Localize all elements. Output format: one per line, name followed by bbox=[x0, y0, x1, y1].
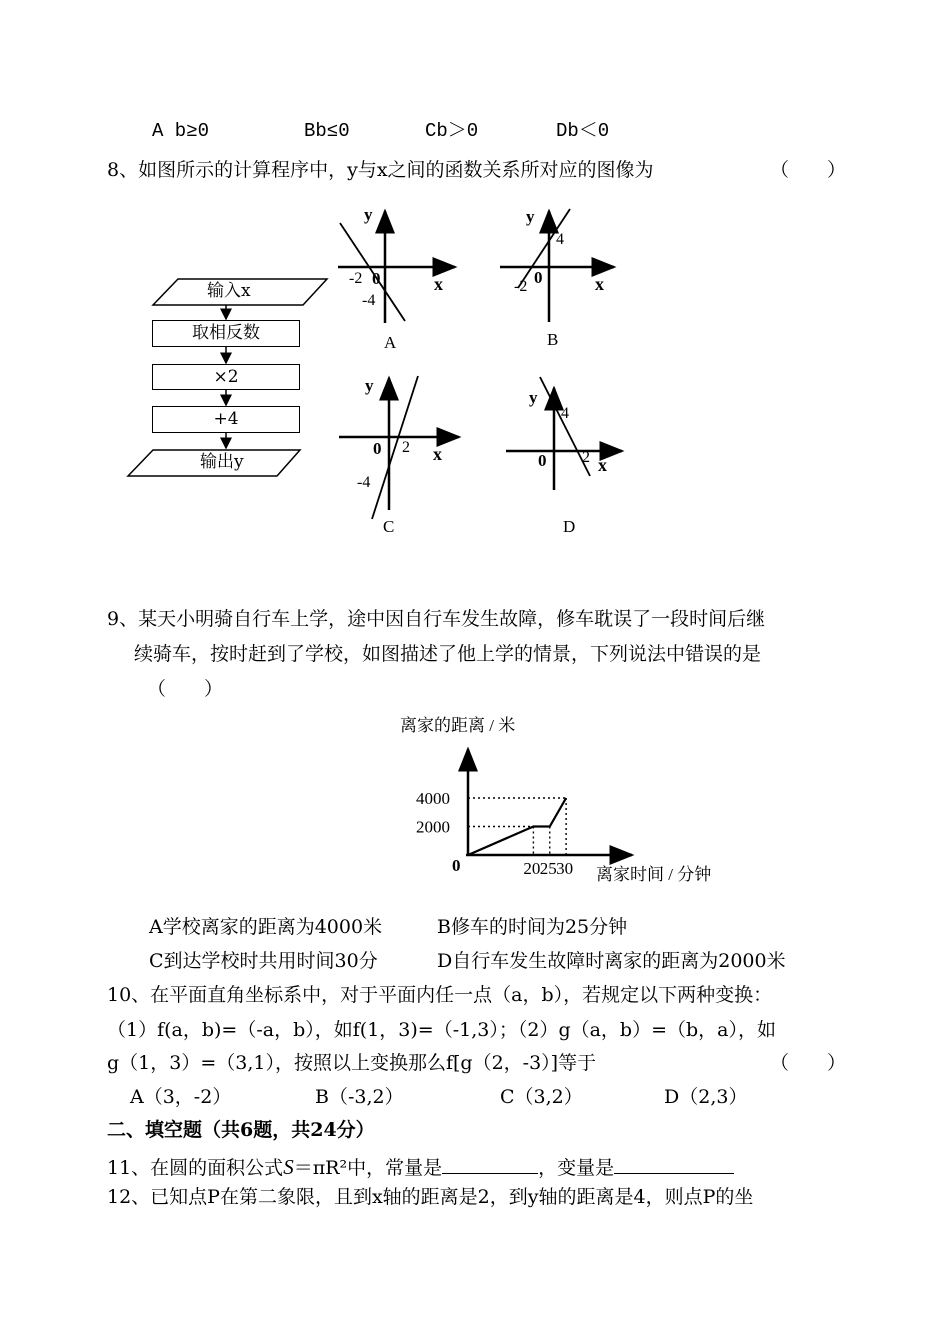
graph-d-tick-4: 4 bbox=[561, 405, 569, 422]
graph-a-tick-neg2: -2 bbox=[349, 270, 363, 287]
q7-option-b: Bb≤0 bbox=[304, 120, 350, 142]
q8-stem: 8、如图所示的计算程序中，y与x之间的函数关系所对应的图像为 bbox=[107, 159, 654, 181]
graph-b-x-label: x bbox=[595, 274, 604, 294]
graph-b-tick-4: 4 bbox=[556, 231, 564, 248]
q10-answer-paren: （ ） bbox=[770, 1052, 847, 1074]
flow-times2-label: ×2 bbox=[213, 367, 239, 387]
graph-b-y-label: y bbox=[526, 207, 535, 226]
q9-chart-origin: 0 bbox=[452, 856, 461, 875]
graph-d-option-label: D bbox=[563, 517, 576, 536]
q11-constant-blank[interactable] bbox=[442, 1154, 538, 1174]
q9-answer-paren: （ ） bbox=[147, 678, 224, 700]
q10-line1: 10、在平面直角坐标系中，对于平面内任一点（a，b），若规定以下两种变换： bbox=[107, 984, 773, 1006]
graph-a-origin: 0 bbox=[372, 269, 381, 288]
q12-line: 12、已知点P在第二象限，且到x轴的距离是2，到y轴的距离是4，则点P的坐 bbox=[107, 1186, 754, 1208]
graph-a-tick-neg4: -4 bbox=[362, 292, 376, 309]
graph-b-origin: 0 bbox=[534, 268, 543, 287]
graph-d-tick-2: 2 bbox=[582, 449, 590, 466]
q9-line2: 续骑车，按时赶到了学校，如图描述了他上学的情景，下列说法中错误的是 bbox=[134, 643, 762, 665]
q9-xtick-30: 30 bbox=[556, 859, 574, 878]
q11-formula-s: S bbox=[283, 1155, 294, 1179]
flow-plus4-label: +4 bbox=[213, 409, 239, 429]
section2-heading: 二、填空题（共6题，共24分） bbox=[107, 1119, 375, 1141]
q7-option-d: Db＜0 bbox=[556, 120, 610, 142]
q9-xtick-25: 25 bbox=[539, 859, 557, 878]
graph-a-option-label: A bbox=[384, 333, 397, 352]
q9-option-c: C到达学校时共用时间30分 bbox=[149, 950, 378, 972]
q7-option-c: Cb＞0 bbox=[425, 120, 479, 142]
graph-a-y-label: y bbox=[364, 205, 373, 224]
q11-variable-blank[interactable] bbox=[614, 1154, 734, 1174]
q7-option-a: A b≥0 bbox=[152, 120, 210, 142]
graph-c-tick-2: 2 bbox=[402, 439, 410, 456]
q9-option-a: A学校离家的距离为4000米 bbox=[149, 916, 383, 938]
q10-option-c: C（3,2） bbox=[500, 1086, 583, 1108]
q10-option-a: A（3，-2） bbox=[130, 1086, 232, 1108]
flow-negate-label: 取相反数 bbox=[192, 323, 260, 343]
q9-option-b: B修车的时间为25分钟 bbox=[437, 916, 628, 938]
graph-a-x-label: x bbox=[434, 274, 443, 294]
graph-d-origin: 0 bbox=[538, 451, 547, 470]
q9-option-d: D自行车发生故障时离家的距离为2000米 bbox=[437, 950, 786, 972]
graph-d-x-label: x bbox=[598, 455, 607, 475]
q11-prefix: 11、在圆的面积公式 bbox=[107, 1157, 284, 1179]
q9-xtick-20: 20 bbox=[523, 859, 541, 878]
graph-c-x-label: x bbox=[433, 444, 442, 464]
q9-chart-xlabel: 离家时间 / 分钟 bbox=[596, 865, 712, 884]
graph-b-tick-neg2: -2 bbox=[514, 278, 528, 295]
graph-c-origin: 0 bbox=[373, 439, 382, 458]
q10-line2: （1）f(a，b)=（-a，b），如f(1，3)=（-1,3）；（2）g（a，b）=（b，a），如 bbox=[107, 1019, 777, 1041]
q9-ytick-4000: 4000 bbox=[416, 789, 450, 808]
q9-series-line bbox=[468, 798, 566, 855]
q11-mid: ，变量是 bbox=[538, 1157, 615, 1179]
q11-formula-rest: ＝πR²中，常量是 bbox=[293, 1157, 443, 1179]
graph-c-tick-neg4: -4 bbox=[357, 474, 371, 491]
q10-line3: g（1，3）=（3,1），按照以上变换那么f[g（2，-3）]等于 bbox=[107, 1052, 597, 1074]
q8-answer-paren: （ ） bbox=[770, 159, 847, 181]
q11-line bbox=[107, 1154, 734, 1178]
q9-ytick-2000: 2000 bbox=[416, 817, 450, 837]
graph-b-option-label: B bbox=[547, 330, 559, 349]
flow-output-label: 输出y bbox=[200, 452, 244, 472]
graph-d-y-label: y bbox=[529, 388, 538, 407]
q10-option-b: B（-3,2） bbox=[315, 1086, 404, 1108]
graph-c-option-label: C bbox=[383, 517, 395, 536]
q10-option-d: D（2,3） bbox=[664, 1086, 748, 1108]
flow-input-label: 输入x bbox=[207, 281, 251, 301]
q9-line1: 9、某天小明骑自行车上学，途中因自行车发生故障，修车耽误了一段时间后继 bbox=[107, 608, 766, 630]
q9-chart-ylabel: 离家的距离 / 米 bbox=[400, 716, 516, 735]
graph-c-y-label: y bbox=[365, 376, 374, 395]
